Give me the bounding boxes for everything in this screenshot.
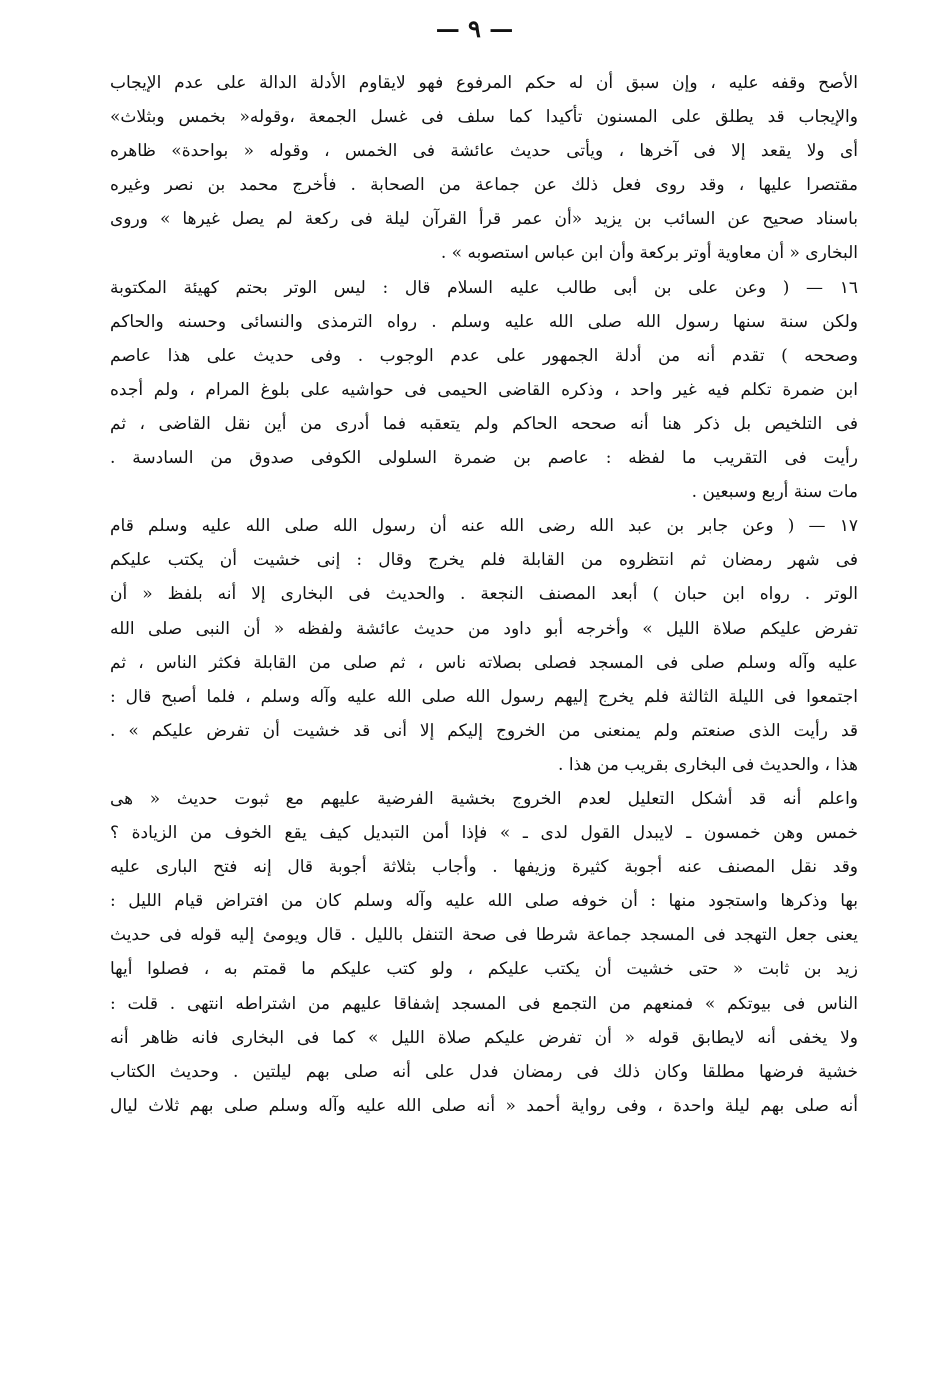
text-line: وصححه ) تقدم أنه من أدلة الجمهور على عدم الوجوب . وفى حديث على هذا عاصم bbox=[110, 345, 858, 366]
text-line: هذا ، والحديث فى البخارى بقريب من هذا . bbox=[558, 754, 858, 775]
text-line: أنه صلى بهم ليلة واحدة ، وفى رواية أحمد « أنه صلى الله عليه وآله وسلم صلى بهم ثلاث ليال bbox=[110, 1095, 858, 1116]
text-line: البخارى « أن معاوية أوتر بركعة وأن ابن عباس استصوبه » . bbox=[440, 243, 858, 264]
text-line: خمس وهن خمسون ـ لايبدل القول لدى ـ » فإذا أمن التبديل كيف يقع الخوف من الزيادة ؟ bbox=[110, 823, 858, 844]
text-line: مات سنة أربع وسبعين . bbox=[691, 482, 858, 503]
text-line: وقد نقل المصنف عنه أجوبة كثيرة وزيفها . وأجاب بثلاثة أجوبة قال إنه فتح البارى عليه bbox=[110, 857, 858, 878]
text-line: ابن ضمرة تكلم فيه غير واحد ، وذكره القاضى الحيمى فى حواشيه على بلوغ المرام ، ولم أجده bbox=[110, 379, 858, 400]
text-line: والإيجاب قد يطلق على المسنون تأكيدا كما سلف فى غسل الجمعة ،وقوله« بخمس وبثلاث» bbox=[110, 107, 858, 128]
text-line: الناس فى بيوتكم » فمنعهم من التجمع فى المسجد إشفاقا عليهم من اشتراطه انتهى . قلت : bbox=[110, 993, 858, 1014]
text-line: أى ولا يقعد إلا فى آخرها ، ويأتى حديث عائشة فى الخمس ، وقوله « بواحدة» ظاهره bbox=[110, 141, 858, 162]
text-line: الوتر . رواه ابن حبان ) أبعد المصنف النجعة . والحديث فى البخارى إلا أنه بلفظ « أن bbox=[110, 584, 858, 605]
text-line: تفرض عليكم صلاة الليل » وأخرجه أبو داود من حديث عائشة ولفظه « أن النبى صلى الله bbox=[110, 618, 858, 639]
text-line: فى التلخيص بل ذكر هنا أنه صححه الحاكم ولم يتعقبه فما أدرى من أين نقل القاضى ، ثم bbox=[110, 413, 858, 434]
text-line: بها وذكرها واستجود منها : أن خوفه صلى الله عليه وآله وسلم كان من افتراض قيام الليل : bbox=[110, 891, 858, 912]
text-line: خشية فرضها مطلقا وكان ذلك فى رمضان فدل على أنه صلى بهم ليلتين . وحديث الكتاب bbox=[110, 1061, 858, 1082]
text-line: باسناد صحيح عن السائب بن يزيد «أن عمر قرأ القرآن ليلة فى ركعة لم يصل غيرها » وروى bbox=[110, 209, 858, 230]
text-line: اجتمعوا فى الليلة الثالثة فلم يخرج إليهم رسول الله صلى الله عليه وآله وسلم ، فلما أصبح قال : bbox=[110, 686, 858, 707]
text-line: واعلم أنه قد أشكل التعليل لعدم الخروج بخشية الفرضية عليهم مع ثبوت حديث « هى bbox=[110, 788, 858, 809]
text-line: يعنى جعل التهجد فى المسجد جماعة شرطا فى صحة التنفل بالليل . قال ويومئ إليه قوله فى حديث bbox=[110, 925, 858, 946]
text-line: ١٧ — ( وعن جابر بن عبد الله رضى الله عنه أن رسول الله صلى الله عليه وسلم قام bbox=[110, 516, 858, 537]
page-number: — ٩ — bbox=[435, 14, 514, 43]
text-line: رأيت فى التقريب ما لفظه : عاصم بن ضمرة السلولى الكوفى صدوق من السادسة . bbox=[110, 448, 858, 469]
text-line: ١٦ — ( وعن على بن أبى طالب عليه السلام قال : ليس الوتر بحتم كهيئة المكتوبة bbox=[110, 277, 858, 298]
text-line: فى شهر رمضان ثم انتظروه من القابلة فلم يخرج وقال : إنى خشيت أن يكتب عليكم bbox=[110, 550, 858, 571]
text-line: مقتصرا عليها ، وقد روى فعل ذلك عن جماعة من الصحابة . فأخرج محمد بن نصر وغيره bbox=[110, 175, 858, 196]
text-body bbox=[110, 66, 858, 1123]
text-line: قد رأيت الذى صنعتم ولم يمنعنى من الخروج إليكم إلا أنى قد خشيت أن تفرض عليكم » . bbox=[110, 720, 858, 741]
text-line: الأصح وقفه عليه ، وإن سبق أن له حكم المرفوع فهو لايقاوم الأدلة الدالة على عدم الإيجاب bbox=[110, 73, 858, 93]
text-line: ولا يخفى أنه لايطابق قوله « أن تفرض عليكم صلاة الليل » كما فى البخارى فانه ظاهر أنه bbox=[110, 1027, 858, 1048]
text-line: زيد بن ثابت « حتى خشيت أن يكتب عليكم ، ولو كتب عليكم ما قمتم به ، فصلوا أيها bbox=[110, 959, 858, 980]
text-line: عليه وآله وسلم صلى فى المسجد فصلى بصلاته ناس ، ثم صلى من القابلة فكثر الناس ، ثم bbox=[110, 652, 858, 673]
text-line: ولكن سنة سنها رسول الله صلى الله عليه وسلم . رواه الترمذى والنسائى وحسنه والحاكم bbox=[110, 311, 858, 332]
